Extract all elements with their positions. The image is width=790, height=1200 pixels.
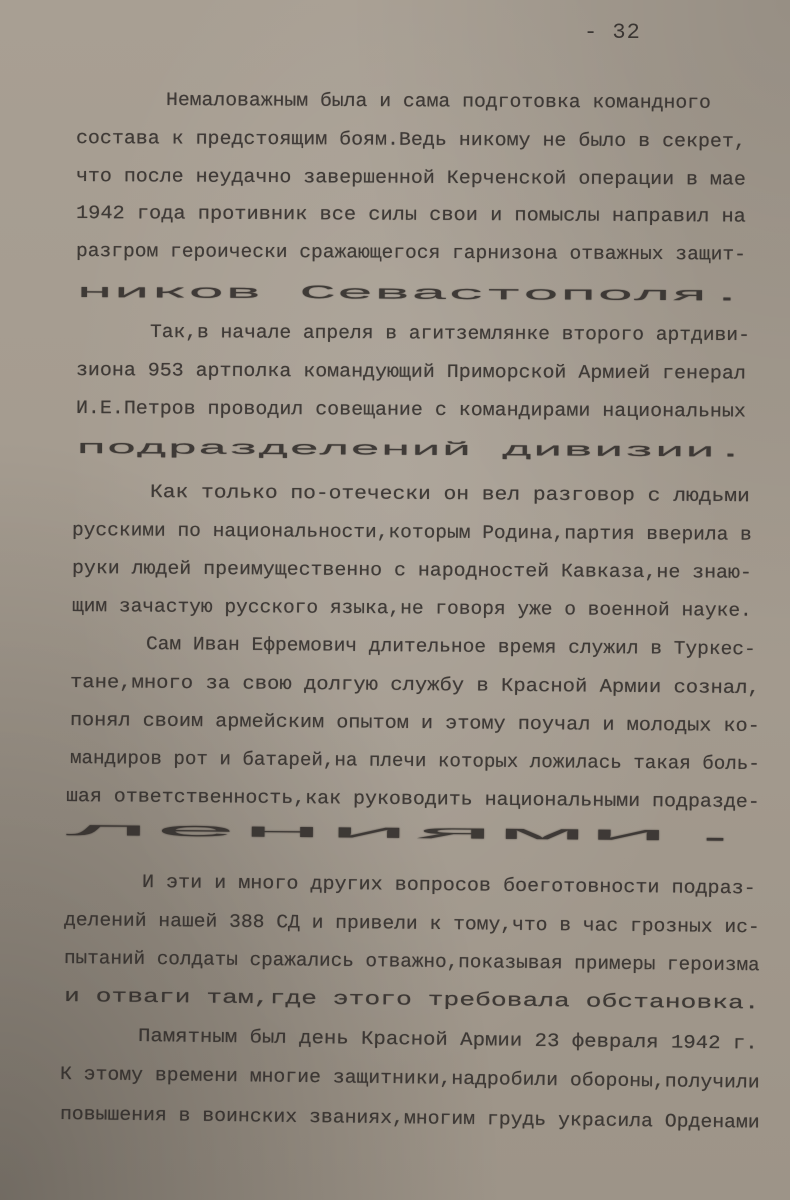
text-line: Сам Иван Ефремович длительное время служил в Туркес- [145, 633, 756, 661]
text-line: мандиров рот и батарей,на плечи которых ложилась такая боль- [69, 747, 760, 776]
text-line: понял своим армейским опытом и этому поучал и молодых ко- [69, 709, 760, 738]
text-line: Немаловажным была и сама подготовка командного [165, 89, 711, 114]
text-line: 1942 года противник все силы свои и помыслы направил на [75, 202, 746, 228]
text-line: делений нашей 388 СД и привели к тому,что в час грозных ис- [63, 909, 760, 939]
text-line: И эти и много других вопросов боеготовности подраз- [141, 871, 756, 900]
text-line: ников Севастополя. [75, 281, 746, 307]
text-line: состава к предстоящим боям.Ведь никому не было в секрет, [75, 127, 746, 153]
text-line: лениями. [65, 819, 759, 848]
text-line: шая ответственность,как руководить национальными подразде- [65, 785, 760, 814]
text-line: К этому времени многие защитники,надробили обороны,получили [59, 1063, 760, 1094]
text-line: повышения в воинских званиях,многим грудь украсила Орденами [59, 1103, 760, 1134]
text-line: Так,в начале апреля в агитземлянке второго артдиви- [149, 321, 750, 347]
text-line: И.Е.Петров проводил совещание с командирами национальных [75, 397, 746, 423]
text-line: Как только по-отечески он вел разговор с людьми [149, 481, 750, 508]
text-line: что после неудачно завершенной Керченской операции в мае [75, 165, 746, 191]
text-line: руки людей преимущественно с народностей Кавказа,не знаю- [71, 557, 752, 584]
text-line: зиона 953 артполка командующий Приморской Армией генерал [75, 359, 746, 385]
page-number: - 32 [584, 20, 641, 45]
text-line: разгром героически сражающегося гарнизона отважных защит- [75, 240, 746, 266]
text-line: и отваги там,где этого требовала обстановка. [63, 985, 760, 1015]
text-line: щим зачастую русского языка,не говоря уже о военной науке. [71, 595, 752, 622]
text-line: подразделений дивизии. [75, 437, 746, 463]
text-line: тане,много за свою долгую службу в Красной Армии сознал, [69, 671, 760, 700]
text-line: Памятным был день Красной Армии 23 февраля 1942 г. [137, 1025, 758, 1055]
text-line: русскими по национальности,которым Родина,партия вверила в [71, 519, 752, 546]
text-line: пытаний солдаты сражались отважно,показывая примеры героизма [63, 947, 760, 977]
